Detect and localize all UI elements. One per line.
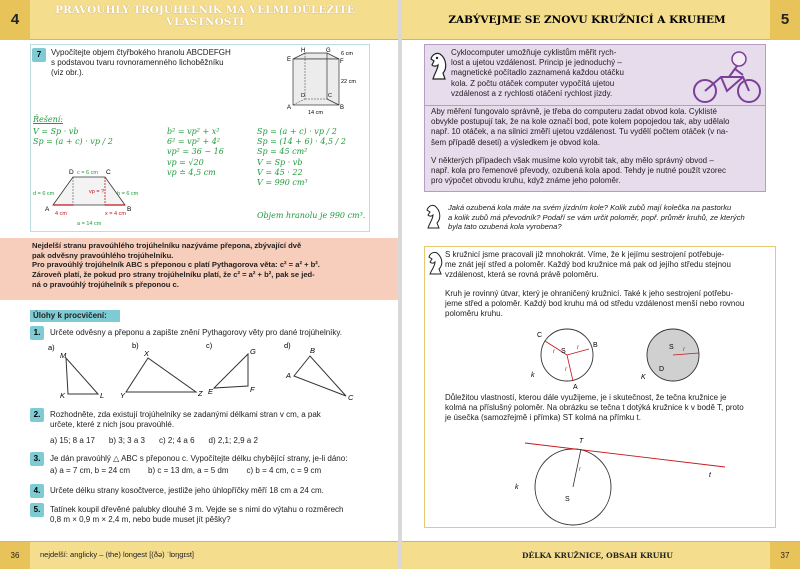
trap-label-a: A bbox=[45, 206, 50, 213]
tri-b-z: Z bbox=[198, 389, 203, 398]
left-footer-note: nejdelší: anglicky – (the) longest [(ðə) ˈlɒŋgɪst] bbox=[40, 550, 194, 559]
def-2-line-3: poloměru kruhu. bbox=[445, 309, 503, 319]
theory-line-4: Zároveň platí, že pokud pro strany trojúhelníku platí, že c² = a² + b², pak se jed- bbox=[32, 270, 315, 280]
c3-label-s: S bbox=[565, 496, 570, 503]
tri-a-m: M bbox=[60, 351, 67, 360]
exercise-7-box bbox=[30, 44, 370, 232]
col2-line-3: vp² = 36 − 16 bbox=[167, 147, 224, 157]
c2-label-d: D bbox=[659, 366, 665, 373]
col3-line-4: V = Sp · vb bbox=[257, 157, 303, 167]
trap-label-cc: C bbox=[106, 169, 111, 176]
intro-line-4: kola. Z počtu otáček computer vypočítá ujetou bbox=[451, 78, 615, 88]
right-footer-number: 37 bbox=[770, 542, 800, 569]
trap-label-a14: a = 14 cm bbox=[77, 221, 102, 227]
task-3-text: Je dán pravoúhlý △ ABC s přeponou c. Vypočítejte délku chybějící strany, je-li dáno: bbox=[50, 454, 348, 463]
trapezoid-figure bbox=[33, 161, 153, 231]
tangent-line-2: kolmá na příslušný poloměr. Na obrázku se tečna t dotýká kružnice k v bodě T, proto bbox=[445, 403, 744, 413]
prism-label-f: F bbox=[340, 59, 344, 65]
trap-label-x: x = 4 cm bbox=[105, 211, 126, 217]
tri-a-k: K bbox=[60, 391, 66, 400]
col3-line-1: Sp = (a + c) · vp / 2 bbox=[257, 127, 337, 136]
trap-label-4cm: 4 cm bbox=[55, 211, 67, 217]
tri-b-y: Y bbox=[120, 391, 126, 400]
intro-text bbox=[451, 48, 691, 99]
trap-label-vp: vp = ? bbox=[89, 189, 105, 195]
para-3 bbox=[431, 156, 763, 187]
intro-line-5: vzdálenost a z rychlosti otáčení rychlost jízdy. bbox=[451, 88, 613, 98]
task-2-option-b: b) 3; 3 a 3 bbox=[108, 436, 145, 445]
task-5-text bbox=[50, 505, 390, 525]
trap-label-b: B bbox=[127, 206, 132, 213]
task-4-number: 4. bbox=[30, 484, 44, 498]
col1-line-1: V = Sp · vb bbox=[33, 127, 79, 136]
task-2-text bbox=[50, 410, 380, 430]
tri-c-e: E bbox=[208, 387, 214, 396]
task-4-text: Určete délku strany kosočtverce, jestliže jeho úhlopříčky měří 18 cm a 24 cm. bbox=[50, 486, 324, 495]
tri-c-f: F bbox=[250, 385, 255, 394]
para-2-line-4: šem případě deseti) a výsledkem je obvod kola. bbox=[431, 137, 600, 147]
c3-label-k: k bbox=[515, 484, 519, 491]
sub-b: b) bbox=[132, 341, 139, 350]
right-page bbox=[402, 0, 800, 569]
c1-label-b: B bbox=[593, 342, 598, 349]
tri-d-b: B bbox=[310, 346, 316, 355]
para-3-line-2: např. kola pro řemenové převody, ozubená kola apod. Tehdy je nutné použít vzorec bbox=[431, 166, 727, 176]
right-footer bbox=[402, 541, 800, 569]
task-2-option-d: d) 2,1; 2,9 a 2 bbox=[208, 436, 258, 445]
para-2-line-2: obvykle postupují tak, že na kole označí bod, pote kolem popojedou tak, aby udělalo bbox=[431, 117, 730, 127]
theory-line-5: ná o pravoúhlý trojúhelník s přeponou c. bbox=[32, 279, 179, 289]
sub-a: a) bbox=[48, 343, 55, 352]
c1-label-c: C bbox=[537, 332, 543, 339]
tri-b-x: X bbox=[144, 349, 150, 358]
right-page-number: 5 bbox=[770, 0, 800, 40]
solution-label: Řešení: bbox=[33, 115, 64, 124]
c1-label-k: k bbox=[531, 372, 535, 379]
left-page bbox=[0, 0, 398, 569]
intro-line-2: lost a ujetou vzdálenost. Princip je jednoduchý – bbox=[451, 58, 622, 68]
prism-label-6cm: 6 cm bbox=[341, 51, 353, 57]
task-2-options bbox=[50, 436, 380, 446]
solution-col-2 bbox=[167, 127, 224, 178]
task-2-option-a: a) 15; 8 a 17 bbox=[50, 436, 95, 445]
intro-box bbox=[424, 44, 766, 106]
solution-col-3 bbox=[257, 127, 346, 188]
task-2-option-c: c) 2; 4 a 6 bbox=[158, 436, 195, 445]
right-footer-title: DÉLKA KRUŽNICE, OBSAH KRUHU bbox=[522, 551, 673, 560]
task-2-number: 2. bbox=[30, 408, 44, 422]
para-3-line-3: pro výpočet obvodu kruhu, když známe jeho poloměr. bbox=[431, 176, 621, 186]
task-5-line-2: 0,8 m × 0,9 m × 2,4 m, nebo bude muset jít pěšky? bbox=[50, 515, 231, 525]
circle-figures bbox=[515, 327, 735, 391]
para-2 bbox=[431, 107, 763, 148]
prism-figure bbox=[279, 47, 365, 115]
task-5-number: 5. bbox=[30, 503, 44, 517]
theory-box bbox=[0, 238, 398, 300]
intro-line-3: magnetické počítadlo zaznamená každou otáčku bbox=[451, 68, 624, 78]
tangent-line-1: Důležitou vlastností, kterou dále využijeme, je i skutečnost, že tečna kružnice je bbox=[445, 393, 727, 402]
exercise-7-text bbox=[51, 48, 271, 79]
exercise-7-line-3: (viz obr.). bbox=[51, 68, 84, 78]
def-1-line-2: me znát její střed a poloměr. Každý bod kružnice má pak od jejího středu stejnou bbox=[445, 260, 731, 270]
prism-label-e: E bbox=[287, 57, 292, 63]
trap-label-d: D bbox=[69, 169, 74, 176]
left-footer bbox=[0, 541, 398, 569]
para-2-line-1: Aby měření fungovalo správně, je třeba do computeru zadat obvod kola. Cyklisté bbox=[431, 107, 717, 116]
col3-line-6: V = 990 cm³ bbox=[257, 178, 308, 188]
c2-label-s: S bbox=[669, 344, 674, 351]
question-text bbox=[448, 203, 778, 232]
def-2 bbox=[445, 289, 773, 320]
exercise-7-answer: Objem hranolu je 990 cm³. bbox=[257, 211, 366, 220]
task-2-line-1: Rozhodněte, zda existují trojúhelníky se zadanými délkami stran v cm, a pak bbox=[50, 410, 321, 419]
theory-line-1: Nejdelší stranu pravoúhlého trojúhelníku nazýváme přepona, zbývající dvě bbox=[32, 241, 302, 250]
cyclist-icon bbox=[687, 49, 765, 105]
para-2-line-3: např. 10 otáček, a na silnici změří ujetou vzdálenost. Tu vydělí počtem otáček (v na- bbox=[431, 127, 729, 137]
col3-line-2: Sp = (14 + 6) · 4,5 / 2 bbox=[257, 137, 346, 147]
c2-label-r: r bbox=[683, 347, 685, 353]
left-page-number: 4 bbox=[0, 0, 30, 40]
para-3-line-1: V některých případech však musíme kolo vyrobit tak, aby mělo správný obvod – bbox=[431, 156, 714, 165]
task-3-option-a: a) a = 7 cm, b = 24 cm bbox=[50, 466, 131, 475]
col3-line-3: Sp = 45 cm² bbox=[257, 147, 308, 157]
c2-label-k: K bbox=[641, 374, 646, 381]
theory-line-3: Pro pravoúhlý trojúhelník ABC s přeponou c platí Pythagorova věta: c² = a² + b². bbox=[32, 260, 320, 270]
trap-label-d6: d = 6 cm bbox=[33, 191, 55, 197]
exercise-7-line-1: Vypočítejte objem čtyřbokého hranolu ABCDEFGH bbox=[51, 48, 231, 57]
prism-label-a: A bbox=[287, 105, 292, 111]
tangent-line-3: je úsečka (samozřejmě i přímka) ST kolmá na přímku t. bbox=[445, 413, 641, 423]
c1-label-a: A bbox=[573, 384, 578, 391]
col2-line-1: b² = vp² + x² bbox=[167, 127, 220, 136]
task-3-options bbox=[50, 466, 380, 476]
trap-label-c: c = 6 cm bbox=[77, 170, 98, 176]
col2-line-2: 6² = vp² + 4² bbox=[167, 137, 221, 147]
knight-icon-def bbox=[427, 250, 445, 276]
c3-label-r: r bbox=[579, 467, 581, 473]
def-1-line-1: S kružnicí jsme pracovali již mnohokrát. Víme, že k jejímu sestrojení potřebuje- bbox=[445, 250, 725, 259]
def-2-line-1: Kruh je rovinný útvar, který je ohraničený kružnicí. Také k jeho sestrojení potřebu- bbox=[445, 289, 733, 298]
intro-box-continued bbox=[424, 106, 766, 192]
prism-label-14cm: 14 cm bbox=[308, 110, 323, 115]
col1-line-2: Sp = (a + c) · vp / 2 bbox=[33, 137, 113, 147]
knight-icon bbox=[427, 49, 451, 83]
c1-label-r2: r bbox=[577, 345, 579, 351]
left-footer-number: 36 bbox=[0, 542, 30, 569]
task-1-text: Určete odvěsny a přeponu a zapište znění Pythagorovy věty pro dané trojúhelníky. bbox=[50, 328, 343, 337]
task-1-number: 1. bbox=[30, 326, 44, 340]
col3-line-5: V = 45 · 22 bbox=[257, 167, 303, 177]
def-2-line-2: jeme střed a poloměr. Každý bod kruhu má od středu vzdálenost menší nebo rovnou bbox=[445, 299, 745, 309]
def-1-line-3: vzdálenost, která se rovná právě poloměru. bbox=[445, 270, 599, 280]
sub-d: d) bbox=[284, 341, 291, 350]
prism-label-22cm: 22 cm bbox=[341, 79, 356, 85]
question-line-1: Jaká ozubená kola máte na svém jízdním kole? Kolik zubů mají kolečka na pastorku bbox=[448, 203, 732, 212]
task-2-line-2: určete, které z nich jsou pravoúhlé. bbox=[50, 420, 175, 430]
question-line-2: a kolik zubů má převodník? Podaří se vám určit poloměr, popř. průměr kruhů, ze kterých bbox=[448, 212, 745, 222]
col2-line-4: vp = √20 bbox=[167, 157, 204, 167]
c3-label-t: T bbox=[579, 438, 584, 445]
tri-d-c: C bbox=[348, 393, 354, 402]
c1-label-r3: r bbox=[565, 367, 567, 373]
left-header-title: PRAVOÚHLÝ TROJÚHELNÍK MÁ VELMI DŮLEŽITÉ VLASTNOSTI bbox=[55, 4, 355, 28]
prism-label-g: G bbox=[326, 48, 331, 54]
task-1-triangles bbox=[48, 340, 368, 402]
exercise-7-number: 7 bbox=[32, 48, 46, 62]
question-line-3: byla tato ozubená kola vyrobena? bbox=[448, 222, 562, 232]
prism-label-b: B bbox=[340, 105, 345, 111]
tangent-figure bbox=[485, 431, 735, 527]
exercise-7-line-2: s podstavou tvaru rovnoramenného lichoběžníku bbox=[51, 58, 224, 68]
task-3-option-b: b) c = 13 dm, a = 5 dm bbox=[148, 466, 229, 475]
tri-a-l: L bbox=[100, 391, 105, 400]
intro-line-1: Cyklocomputer umožňuje cyklistům měřit rych- bbox=[451, 48, 617, 57]
tri-d-a: A bbox=[286, 371, 292, 380]
trap-label-b6: b = 6 cm bbox=[117, 191, 139, 197]
theory-line-2: pak odvěsny pravoúhlého trojúhelníku. bbox=[32, 250, 174, 260]
prism-label-h: H bbox=[301, 48, 306, 54]
tangent-text bbox=[445, 393, 773, 424]
tri-c-g: G bbox=[250, 347, 256, 356]
knight-icon-small bbox=[424, 202, 444, 230]
definition-box bbox=[424, 246, 776, 528]
solution-col-1 bbox=[33, 127, 113, 147]
task-5-line-1: Tatínek koupil dřevěné palubky dlouhé 3 m. Vejde se s nimi do výtahu o rozměrech bbox=[50, 505, 344, 514]
c3-label-tline: t bbox=[709, 472, 711, 479]
left-header bbox=[0, 0, 398, 40]
task-3-option-c: c) b = 4 cm, c = 9 cm bbox=[246, 466, 322, 475]
sub-c: c) bbox=[206, 341, 213, 350]
c1-label-s: S bbox=[561, 348, 566, 355]
prism-label-d: D bbox=[301, 93, 305, 99]
prism-label-c: C bbox=[328, 93, 332, 99]
def-1 bbox=[445, 250, 773, 281]
tasks-title: Úlohy k procvičení: bbox=[30, 310, 120, 322]
right-header bbox=[402, 0, 800, 40]
theory-text bbox=[32, 241, 372, 290]
task-3-number: 3. bbox=[30, 452, 44, 466]
c1-label-r1: r bbox=[553, 349, 555, 355]
col2-line-5: vp ≐ 4,5 cm bbox=[167, 167, 216, 177]
right-header-title: ZABÝVEJME SE ZNOVU KRUŽNICÍ A KRUHEM bbox=[448, 14, 726, 26]
